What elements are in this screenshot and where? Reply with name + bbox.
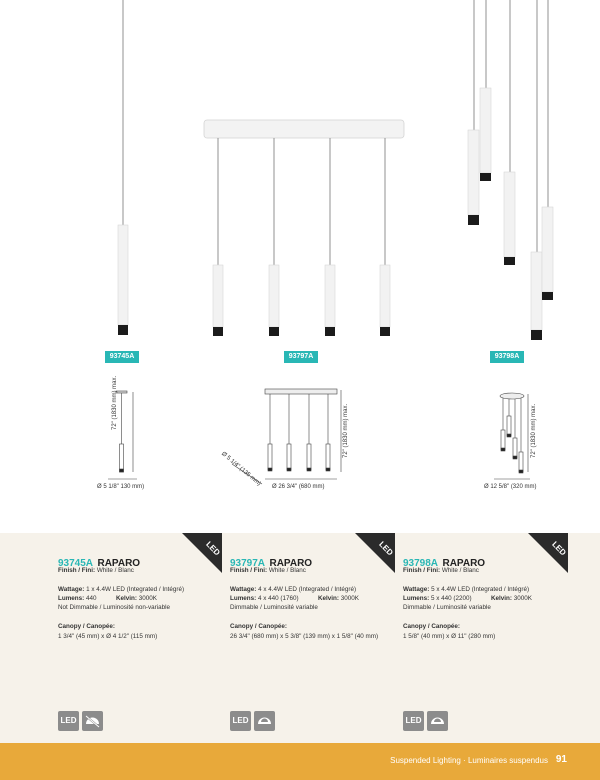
product-code: 93745A (58, 558, 94, 569)
dimension-drawing-93798a (494, 393, 530, 479)
product-photos (0, 0, 600, 370)
canopy-value: 26 3/4" (680 mm) x 5 3/8" (139 mm) x 1 5/8" (40 mm) (230, 633, 379, 640)
canopy-value: 1 5/8" (40 mm) x Ø 11" (280 mm) (403, 633, 496, 640)
dimming-line: Dimmable / Luminosité variable (403, 604, 491, 611)
dim-93745a-height: 72" (1830 mm) max. (112, 375, 118, 430)
kelvin-line (116, 595, 157, 602)
lumens-line (58, 595, 97, 602)
pendant-93797a-illustration (204, 120, 404, 336)
lumens-value: 440 (86, 595, 97, 602)
page-number: 91 (555, 754, 567, 765)
kelvin-label: Kelvin: (491, 595, 512, 602)
finish-value: White / Blanc (441, 567, 479, 574)
dim-93797a-height: 72" (1830 mm) max. (343, 403, 349, 458)
page-footer (0, 743, 600, 780)
finish-line (58, 567, 134, 574)
led-corner-ribbon (528, 533, 568, 573)
pendant-93745a-illustration (118, 0, 128, 335)
canopy-label: Canopy / Canopée: (58, 623, 116, 630)
kelvin-line (491, 595, 532, 602)
kelvin-line (318, 595, 359, 602)
dimming-line: Not Dimmable / Luminosité non-variable (58, 604, 170, 611)
finish-line (230, 567, 306, 574)
lumens-label: Lumens: (58, 595, 85, 602)
dimension-drawings (0, 372, 600, 532)
dim-93797a-width: Ø 26 3/4" (680 mm) (272, 484, 325, 490)
not-dimmable-icon (82, 711, 103, 731)
led-corner-ribbon (355, 533, 395, 573)
wattage-line (58, 586, 184, 593)
dimmable-icon (427, 711, 448, 731)
lumens-line (230, 595, 299, 602)
lumens-line (403, 595, 472, 602)
wattage-line (230, 586, 356, 593)
canopy-label: Canopy / Canopée: (230, 623, 288, 630)
lumens-label: Lumens: (403, 595, 430, 602)
dim-93745a-diameter: Ø 5 1/8" 130 mm) (97, 484, 145, 490)
wattage-label: Wattage: (58, 586, 85, 593)
led-corner-ribbon (182, 533, 222, 573)
kelvin-label: Kelvin: (318, 595, 339, 602)
finish-label: Finish / Fini: (58, 567, 96, 574)
dimension-drawing-93797a (232, 389, 341, 484)
spec-panel (0, 533, 600, 743)
wattage-line (403, 586, 529, 593)
finish-line (403, 567, 479, 574)
product-name: RAPARO (442, 558, 486, 569)
product-code: 93797A (230, 558, 266, 569)
canopy-label: Canopy / Canopée: (403, 623, 461, 630)
lumens-label: Lumens: (230, 595, 257, 602)
product-name: RAPARO (269, 558, 313, 569)
dimmable-icon (254, 711, 275, 731)
dim-93798a-height: 72" (1830 mm) max. (531, 403, 537, 458)
kelvin-value: 3000K (513, 595, 532, 602)
led-badge: LED (230, 711, 251, 731)
led-ribbon-label: LED (377, 539, 395, 558)
kelvin-label: Kelvin: (116, 595, 137, 602)
kelvin-value: 3000K (340, 595, 359, 602)
wattage-label: Wattage: (230, 586, 257, 593)
product-tag-93797a: 93797A (284, 351, 318, 363)
finish-value: White / Blanc (96, 567, 134, 574)
lumens-value: 4 x 440 (1760) (258, 595, 299, 602)
led-badge: LED (58, 711, 79, 731)
dimming-line: Dimmable / Luminosité variable (230, 604, 318, 611)
led-ribbon-label: LED (204, 539, 222, 558)
led-ribbon-label: LED (550, 539, 568, 558)
led-badge: LED (403, 711, 424, 731)
product-tag-93798a: 93798A (490, 351, 524, 363)
dim-93798a-diameter: Ø 12 5/8" (320 mm) (484, 484, 537, 490)
pendant-93798a-illustration (468, 0, 553, 340)
canopy-value: 1 3/4" (45 mm) x Ø 4 1/2" (115 mm) (58, 633, 158, 640)
finish-value: White / Blanc (268, 567, 306, 574)
dim-93797a-side: Ø 5 1/4" (135 mm) (220, 451, 262, 488)
wattage-label: Wattage: (403, 586, 430, 593)
wattage-value: 5 x 4.4W LED (Integrated / Intégré) (431, 586, 530, 593)
lumens-value: 5 x 440 (2200) (431, 595, 472, 602)
kelvin-value: 3000K (138, 595, 157, 602)
finish-label: Finish / Fini: (403, 567, 441, 574)
wattage-value: 1 x 4.4W LED (Integrated / Intégré) (86, 586, 185, 593)
product-code: 93798A (403, 558, 439, 569)
footer-section-title: Suspended Lighting · Luminaires suspendus (390, 756, 548, 765)
finish-label: Finish / Fini: (230, 567, 268, 574)
product-name: RAPARO (97, 558, 141, 569)
product-tag-93745a: 93745A (105, 351, 139, 363)
wattage-value: 4 x 4.4W LED (Integrated / Intégré) (258, 586, 357, 593)
